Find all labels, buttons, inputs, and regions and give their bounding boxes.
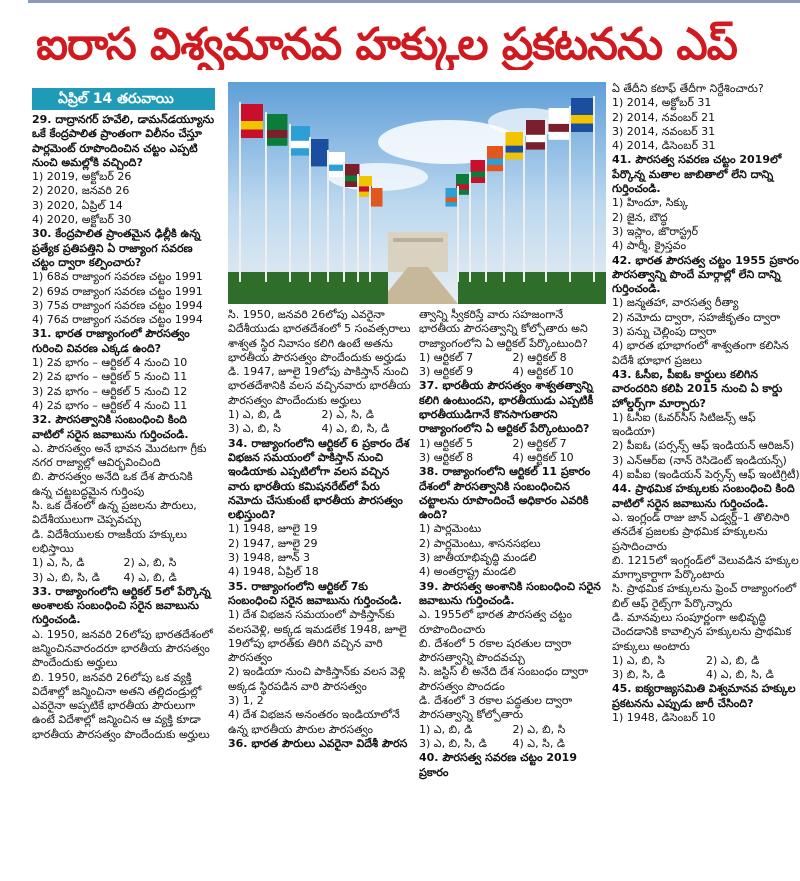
answer-option-row — [419, 723, 606, 737]
answer-option: 2) ఆర్టికల్ 8 — [512, 350, 567, 364]
column-1-body — [32, 113, 215, 742]
answer-option: 2) 69వ రాజ్యాంగ సవరణ చట్టం 1991 — [32, 284, 203, 298]
question-text: 32. పౌరసత్వానికి సంబంధించి కింది వాటిలో సరైన జవాబును గుర్తించండి. — [32, 413, 189, 441]
question-text: 42. భారత పౌరసత్వ చట్టం 1955 ప్రకారం పౌరసత్వాన్ని పొందే మార్గాల్లో లేని దాన్ని గుర్తించండి. — [612, 253, 799, 296]
answer-option: 3) ఎన్ఆర్ఐ (నాన్ రెసిడెంట్ ఇండియన్స్) — [612, 453, 787, 467]
answer-option: 2) పార్లమెంటు, శాసనసభలు — [419, 536, 541, 550]
answer-option: సి. జస్టిస్ లీ అనేది దేశ సంబంధం ద్వారా పౌరసత్వం పొందడం — [419, 665, 589, 693]
answer-option: 4) 2వ భాగం – ఆర్టికల్ 4 నుంచి 11 — [32, 398, 188, 412]
answer-option-row — [419, 437, 606, 451]
question-text: 38. రాజ్యాంగంలోని ఆర్టికల్ 11 ప్రకారం దేశంలో పౌరసత్వానికి సంబంధించిన చట్టాలను రూపొందించే అధికారం ఎవరికి ఉంది? — [419, 465, 591, 522]
answer-option: 3) 1, 2 — [228, 694, 264, 708]
answer-option-row — [228, 408, 415, 422]
answer-option: 1) ఆర్టికల్ 5 — [419, 436, 474, 450]
section-banner: ఏప్రిల్ 14 తరువాయి — [32, 88, 215, 110]
answer-option: 1) 1948, జూలై 19 — [228, 522, 318, 536]
answer-option: 4) ఎ, బి, సి, డి — [706, 668, 774, 682]
question-text: 41. పౌరసత్వ సవరణ చట్టం 2019లో పేర్కొన్న మతాల జాబితాలో లేని దాన్ని గుర్తించండి. — [612, 153, 782, 196]
answer-option-row — [32, 571, 215, 585]
answer-option: 2) ఎ, సి, డి — [321, 408, 374, 422]
question-text: 31. భారత రాజ్యాంగంలో పౌరసత్వం గురించి వివరణ ఎక్కడ ఉంది? — [32, 327, 190, 355]
answer-option: సి. 1950, జనవరి 26లోపు ఎవరైనా విదేశీయుడు భారతదేశంలో 5 సంవత్సరాలు శాశ్వత స్థిర నివాసం కలిగి ఉంటే అతను భారతీయ పౌరసత్వం పొందేందుకు అర్హుడు — [228, 308, 411, 364]
answer-option: 1) 2014, అక్టోబర్ 31 — [612, 96, 712, 110]
column-1 — [32, 88, 215, 878]
answer-option: ఏ తేదీని కటాఫ్ తేదీగా నిర్దేశించారు? — [612, 82, 764, 95]
answer-option-row — [32, 556, 215, 570]
answer-option: 3) 75వ రాజ్యాంగ సవరణ చట్టం 1994 — [32, 298, 203, 312]
answer-option: 4) పార్శీ, క్రైస్తవం — [612, 239, 687, 253]
answer-option: త్వాన్ని స్వీకరిస్తే వారు సహజంగానే భారతీయ పౌరసత్వాన్ని కోల్పోతారు అని రాజ్యాంగంలోని ఏ ఆర్టికల్ పేర్కొంటుంది? — [419, 308, 588, 350]
answer-option: 1) 1948, డిసెంబర్ 10 — [612, 711, 716, 725]
answer-option: 2) ఇండియా నుంచి పాకిస్తాన్‌కు వలస వెళ్లి అక్కడ స్థిరపడిన వారి పౌరసత్వం — [228, 665, 406, 693]
answer-option: 1) 68వ రాజ్యాంగ సవరణ చట్టం 1991 — [32, 270, 203, 284]
answer-option: 3) ఎ, బి, సి, డి — [32, 570, 100, 584]
question-text: 40. పౌరసత్వ సవరణ చట్టం 2019 ప్రకారం — [419, 751, 577, 779]
answer-option: బి. దేశంలో 5 రకాల షరతుల ద్వారా పౌరసత్వాన్ని పొందవచ్చు — [419, 636, 572, 665]
answer-option-row — [419, 365, 606, 379]
answer-option: 2) ఎ, బి, డి — [706, 653, 760, 667]
answer-option: 2) 2014, నవంబర్ 21 — [612, 110, 716, 124]
question-text: 45. ఐక్యరాజ్యసమితి విశ్వమానవ హక్కుల ప్రకటనను ఎప్పుడు జారీ చేసింది? — [612, 682, 796, 710]
answer-option: 3) పన్ను చెల్లింపు ద్వారా — [612, 325, 717, 339]
answer-option: 4) 2020, అక్టోబర్ 30 — [32, 213, 132, 227]
answer-option-row — [612, 654, 800, 668]
answer-option: 3) ఆర్టికల్ 8 — [419, 450, 474, 464]
answer-option: బి. 1215లో ఇంగ్లండ్‌లో వెలువడిన హక్కుల మాగ్నాకార్టాగా పేర్కొంటారు — [612, 553, 799, 582]
question-text: 36. భారత పౌరులు ఎవరైనా విదేశీ పౌరస — [228, 736, 408, 750]
answer-option: 1) ఎ, బి, సి — [612, 653, 665, 667]
answer-option: 3) 1948, జూన్ 3 — [228, 551, 311, 565]
answer-option: 1) జన్మతహా, వారసత్వ రీత్యా — [612, 296, 739, 310]
answer-option-row — [419, 737, 606, 751]
answer-option: 3) ఎ, బి, సి, డి — [419, 736, 487, 750]
answer-option: డి. మానవులు సంపూర్ణంగా అభివృద్ధి చెందడానికి కావాల్సిన హక్కులను ప్రాథమిక హక్కులు అంటారు — [612, 610, 792, 653]
answer-option: 3) ఇస్లాం, జొరాస్ట్రర్ — [612, 224, 699, 238]
question-text: 44. ప్రాథమిక హక్కులకు సంబంధించి కింది వాటిలో సరైన జవాబును గుర్తించండి. — [612, 482, 795, 510]
answer-option: 3) 2వ భాగం – ఆర్టికల్ 5 నుంచి 12 — [32, 384, 188, 398]
answer-option: ఎ. ఇంగ్లండ్ రాజు జాన్ ఎడ్వర్డ్–1 తొలిసారి తనదేశ ప్రజలకు ప్రాథమిక హక్కులను ప్రసాదించారు — [612, 510, 790, 553]
answer-option: 2) 1947, జూలై 29 — [228, 536, 318, 550]
answer-option: 4) 2014, డిసెంబర్ 31 — [612, 139, 716, 153]
answer-option: 1) దేశ విభజన సమయంలో పాకిస్తాన్‌కు వలసవెళ్లి, అక్కడ ఇమడలేక 1948, జూలై 19లోపు భారత్‌కు తిరిగి వచ్చిన వారి పౌరసత్వం — [228, 608, 407, 665]
column-4 — [612, 82, 800, 878]
answer-option-row — [419, 451, 606, 465]
answer-option: 1) ఎ, సి, డి — [32, 556, 85, 570]
answer-option-row — [612, 668, 800, 682]
question-text: 34. రాజ్యాంగంలోని ఆర్టికల్ 6 ప్రకారం దేశ విభజన సమయంలో పాకిస్తాన్ నుంచి ఇండియాకు ఎప్పటిలోగా వలస వచ్చిన వారు భారతీయ కమిషనరేట్‌లో పేరు నమోదు చేసుకుంటే భారతీయ పౌరసత్వం లభిస్తుంది? — [228, 436, 410, 522]
answer-option: 3) 2014, నవంబర్ 31 — [612, 124, 716, 138]
question-text: 35. రాజ్యాంగంలోని ఆర్టికల్ 7కు సంబంధించి సరైన జవాబును గుర్తించండి. — [228, 579, 403, 607]
question-text: 33. రాజ్యాంగంలోని ఆర్టికల్ 5లో పేర్కొన్న అంశాలకు సంబంధించి సరైన జవాబును గుర్తించండి. — [32, 584, 211, 627]
answer-option: 4) ఎ, సి, డి — [512, 736, 565, 750]
answer-option: 2) ఎ, బి, సి — [123, 556, 177, 570]
un-flags-photo — [228, 82, 606, 304]
answer-option: 4) 1948, ఏప్రిల్ 18 — [228, 565, 319, 579]
flags-photo-illustration — [228, 82, 606, 304]
answer-option: 1) ఎ, బి, డి — [419, 722, 473, 736]
question-text: 43. ఓసీఐ, పీఐఓ కార్డులు కలిగిన వారందరిని కలిపి 2015 నుంచి ఏ కార్డు హోల్డర్స్‌గా మార్చారు? — [612, 367, 783, 410]
question-text: 39. పౌరసత్వ అంశానికి సంబంధించి సరైన జవాబును గుర్తించండి. — [419, 579, 601, 607]
answer-option: 3) 2020, ఏప్రిల్ 14 — [32, 198, 123, 212]
answer-option: 1) ఆర్టికల్ 7 — [419, 350, 474, 364]
answer-option: 1) 2019, అక్టోబర్ 26 — [32, 170, 132, 184]
answer-option: 2) ఆర్టికల్ 7 — [512, 436, 567, 450]
answer-option: 4) ఐపీఐ (ఇండియన్ పెర్సన్స్ ఆఫ్ ఇంటిగ్రిటీ) — [612, 468, 800, 482]
answer-option: 3) బి, సి, డి — [612, 668, 666, 682]
top-rule — [28, 0, 800, 3]
answer-option: సి. ఒక దేశంలో ఉన్న ప్రజలను పౌరులు, విదేశీయులుగా చెప్పవచ్చు — [32, 499, 197, 527]
question-text: 30. కేంద్రపాలిత ప్రాంతమైన ఢిల్లీకి ఉన్న ప్రత్యేక ప్రతిపత్తిని ఏ రాజ్యాంగ సవరణ చట్టం ద్వారా కల్పించారు? — [32, 227, 201, 269]
answer-option: 4) ఎ, బి, డి — [123, 570, 177, 584]
answer-option: 4) 76వ రాజ్యాంగ సవరణ చట్టం 1994 — [32, 313, 203, 327]
answer-option: డి. విదేశీయులకు రాజకీయ హక్కులు లభిస్తాయి — [32, 527, 187, 555]
answer-option: 4) ఆర్టికల్ 10 — [512, 450, 574, 464]
answer-option: 4) ఎ, బి, సి, డి — [321, 422, 390, 436]
answer-option: డి. 1947, జూలై 19లోపు పాకిస్తాన్ నుంచి భారతదేశానికి వలస వచ్చినవారు భారతీయ పౌరసత్వం పొందేందుకు అర్హులు — [228, 365, 411, 407]
answer-option: 2) పీఐఓ (పర్సన్స్ ఆఫ్ ఇండియన్ ఆరిజన్) — [612, 439, 795, 453]
answer-option: 3) జాతీయాభివృద్ధి మండలి — [419, 551, 537, 565]
answer-option-row — [419, 351, 606, 365]
answer-option: 1) ఓసీఐ (ఓవర్‌సీస్ సిటిజన్స్ ఆఫ్ ఇండియా) — [612, 410, 756, 439]
answer-option: ఎ. 1950, జనవరి 26లోపు భారతదేశంలో జన్మించినవారందరూ భారతీయ పౌరసత్వం పొందేందుకు అర్హులు — [32, 627, 213, 670]
answer-option: బి. పౌరసత్వం అనేది ఒక దేశ పౌరునికి ఉన్న చట్టబద్ధమైన గుర్తింపు — [32, 470, 193, 498]
answer-option: బి. 1950, జనవరి 26లోపు ఒక వ్యక్తి విదేశాల్లో జన్మించినా అతని తల్లిదండ్రుల్లో ఎవరైనా అప్పటికే భారతీయ పౌరులుగా ఉంటే విదేశాల్లో జన్మించిన ఆ వ్యక్తి కూడా భారతీయ పౌరసత్వం పొందేందుకు అర్హులు — [32, 670, 210, 741]
answer-option: 1) 2వ భాగం – ఆర్టికల్ 4 నుంచి 10 — [32, 356, 188, 370]
answer-option: 2) జైన, బౌద్ధ — [612, 210, 668, 224]
answer-option: 1) హిందూ, సిక్కు — [612, 196, 689, 210]
question-text: 37. భారతీయ పౌరసత్వం శాశ్వతత్వాన్ని కలిగి ఉంటుందని, భారతీయుడు ఎప్పటికీ భారతీయుడిగానే కొనసాగుతారని రాజ్యాంగంలోని ఏ ఆర్టికల్ పేర్కొంటుంది? — [419, 379, 594, 436]
answer-option: సి. ప్రాథమిక హక్కులను ఫ్రెంచ్ రాజ్యాంగంలో బిల్ ఆఫ్ రైట్స్‌గా పేర్కొన్నారు — [612, 582, 797, 610]
answer-option: 2) 2వ భాగం – ఆర్టికల్ 5 నుంచి 11 — [32, 370, 188, 384]
column-2 — [228, 308, 415, 878]
answer-option: 3) ఎ, బి, సి — [228, 422, 281, 436]
answer-option: 4) అంతర్రాష్ట్ర మండలి — [419, 565, 516, 579]
answer-option: 1) ఎ, బి, డి — [228, 408, 282, 422]
column-3 — [419, 308, 606, 878]
answer-option: ఎ. 1955లో భారత పౌరసత్వ చట్టం రూపొందించారు — [419, 608, 572, 636]
answer-option: డి. దేశంలో 3 రకాల పద్ధతుల ద్వారా పౌరసత్వాన్ని కోల్పోతారు — [419, 694, 573, 722]
answer-option: 4) భారత భూభాగంలో శాశ్వతంగా కలిసిన విదేశీ భూభాగ ప్రజలు — [612, 339, 789, 367]
answer-option-row — [228, 422, 415, 436]
question-text: 29. దాద్రానగర్ హవేలి, డామన్‌డయ్యూను ఒకే కేంద్రపాలిత ప్రాంతంగా విలీనం చేస్తూ పార్లమెంట్ రూపొందించిన చట్టం ఎప్పటి నుంచి అమల్లోకి వచ్చింది? — [32, 113, 215, 169]
answer-option: 4) దేశ విభజన అనంతరం ఇండియాలోనే ఉన్న భారతీయ పౌరుల పౌరసత్వం — [228, 708, 400, 736]
answer-option: 2) 2020, జనవరి 26 — [32, 184, 130, 198]
answer-option: ఎ. పౌరసత్వం అనే భావన మొదటగా గ్రీకు నగర రాజ్యాల్లో ఆవిర్భవించింది — [32, 441, 207, 470]
answer-option: 3) ఆర్టికల్ 9 — [419, 365, 474, 379]
page-headline: ఐరాస విశ్వమానవ హక్కుల ప్రకటనను ఎప్ — [36, 20, 737, 70]
answer-option: 4) ఆర్టికల్ 10 — [512, 365, 574, 379]
answer-option: 1) పార్లమెంటు — [419, 522, 482, 536]
answer-option: 2) ఎ, బి, సి — [512, 722, 566, 736]
answer-option: 2) నమోదు ద్వారా, సహజీకృతం ద్వారా — [612, 310, 781, 324]
